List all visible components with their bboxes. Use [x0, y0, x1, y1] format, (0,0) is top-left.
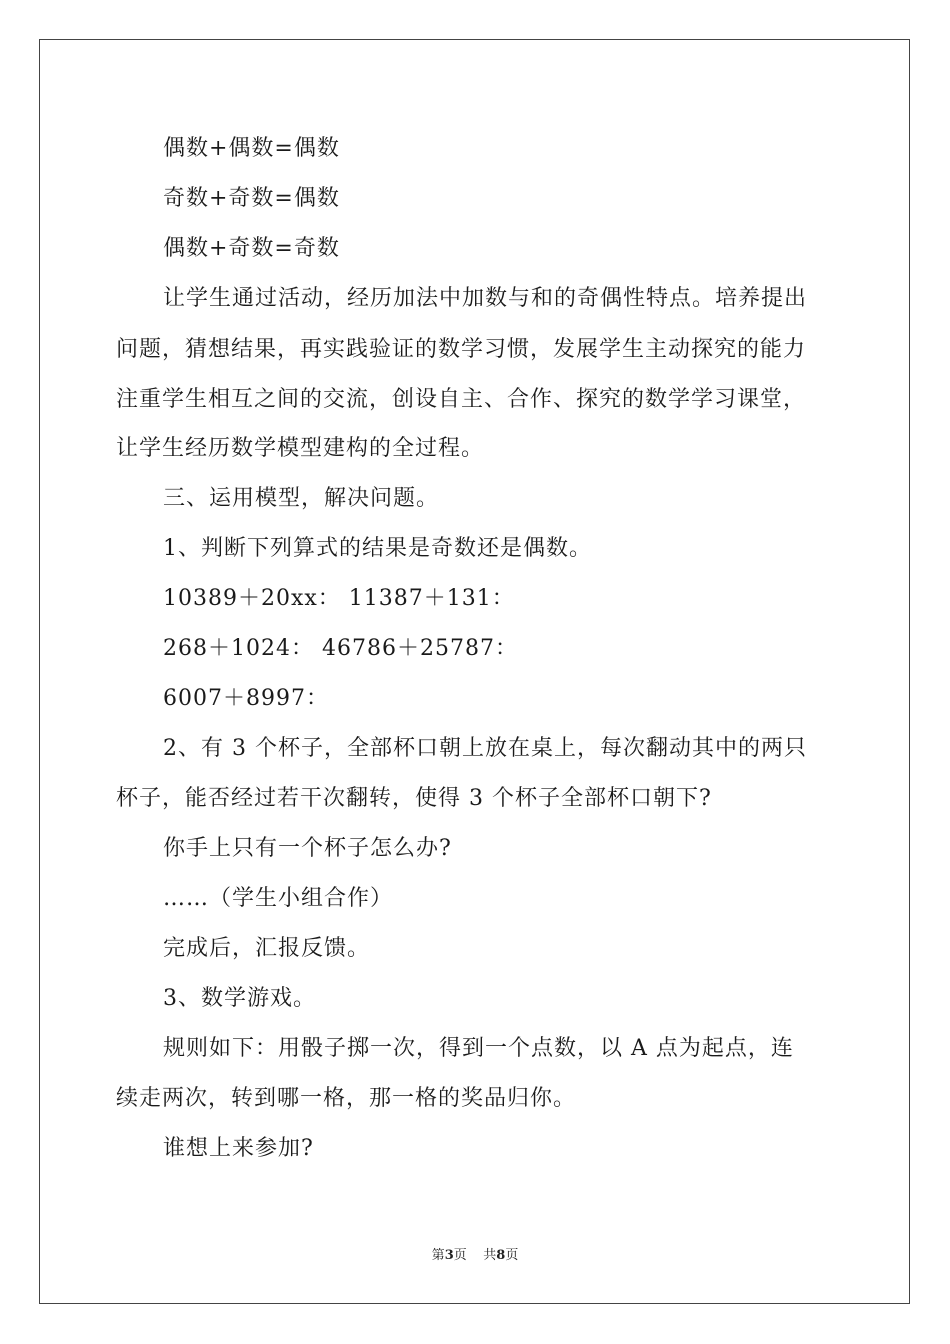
question-item: 2、有 3 个杯子，全部杯口朝上放在桌上，每次翻动其中的两只: [163, 736, 807, 761]
footer-page-current: 3: [444, 1248, 454, 1263]
footer-page-suffix: 页: [505, 1248, 519, 1263]
page-footer: [0, 1244, 950, 1263]
equation-line: 6007＋8997：: [163, 686, 329, 711]
text-line: 完成后，汇报反馈。: [163, 936, 371, 961]
paragraph-line: 让学生经历数学模型建构的全过程。: [116, 436, 485, 461]
question-item: 3、数学游戏。: [163, 986, 316, 1011]
footer-page-mid: 页 共: [453, 1248, 497, 1263]
equation-line: 10389＋20xx： 11387＋131：: [163, 586, 515, 611]
text-line: 你手上只有一个杯子怎么办?: [163, 836, 452, 861]
section-heading: 三、运用模型，解决问题。: [163, 486, 440, 511]
text-line: 偶数+偶数=偶数: [163, 136, 340, 161]
question-item: 1、判断下列算式的结果是奇数还是偶数。: [163, 536, 592, 561]
text-line: 谁想上来参加?: [163, 1136, 314, 1161]
text-line: ……（学生小组合作）: [163, 886, 394, 911]
footer-page-total: 8: [496, 1248, 506, 1263]
page-border: [39, 39, 910, 1304]
equation-line: 268＋1024： 46786＋25787：: [163, 636, 518, 661]
text-line: 奇数+奇数=偶数: [163, 186, 340, 211]
paragraph-line: 问题，猜想结果，再实践验证的数学习惯，发展学生主动探究的能力: [116, 337, 807, 362]
text-line: 偶数+奇数=奇数: [163, 236, 340, 261]
paragraph-line: 注重学生相互之间的交流，创设自主、合作、探究的数学学习课堂，: [116, 387, 807, 412]
paragraph-line: 续走两次，转到哪一格，那一格的奖品归你。: [116, 1086, 577, 1111]
footer-page-prefix: 第: [431, 1248, 445, 1263]
paragraph-line: 杯子，能否经过若干次翻转，使得 3 个杯子全部杯口朝下?: [116, 786, 712, 811]
paragraph-line: 让学生通过活动，经历加法中加数与和的奇偶性特点。培养提出: [163, 286, 808, 311]
paragraph-line: 规则如下：用骰子掷一次，得到一个点数，以 A 点为起点，连: [163, 1036, 794, 1061]
